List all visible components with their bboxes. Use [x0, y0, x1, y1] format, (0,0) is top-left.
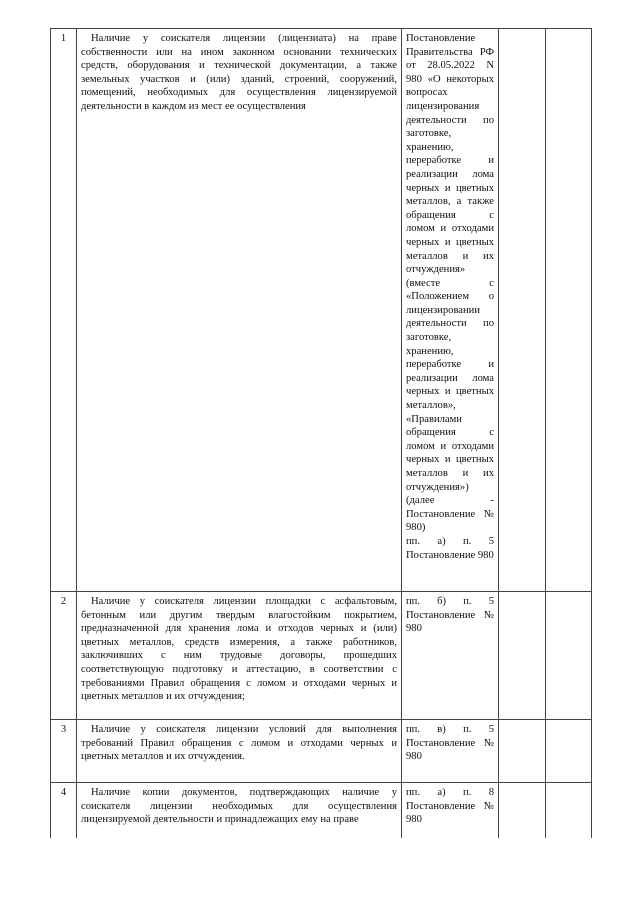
- note-cell: [546, 720, 592, 783]
- legal-reference: [402, 29, 499, 592]
- note-cell: [546, 29, 592, 592]
- reference-line: пп. а) п. 5 Постановление 980: [406, 535, 494, 561]
- checklist-table: [50, 28, 592, 838]
- row-number: 3: [51, 720, 77, 783]
- legal-reference: [402, 783, 499, 838]
- reference-line: Постановление Правительства РФ от 28.05.2022 N 980 «О некоторых вопросах лицензирования деятельности по заготовке, хранению, переработке и реализации лома черных и цветных металлов, а также обращения с ломом и отходами черных и цветных металлов и их отчуждения» (вместе с «Положением о лицензировании деятельности по заготовке, хранению, переработке и реализации лома черных и цветных металлов», «Правилами обращения с ломом и отходами черных и цветных металлов и их отчуждения») (далее - Постановление № 980): [406, 33, 494, 534]
- note-cell: [546, 592, 592, 720]
- reference-line: пп. в) п. 5 Постановление № 980: [406, 724, 494, 763]
- row-number: 4: [51, 783, 77, 838]
- row-number: 2: [51, 592, 77, 720]
- requirement-text: Наличие у соискателя лицензии площадки с асфальтовым, бетонным или другим твердым влагостойким покрытием, предназначенной для хранения лома и отходов черных и (или) цветных металлов, средств измерения, а также работников, заключивших с ним трудовые договоры, прошедших соответствующую подготовку и аттестацию, в соответствии с требованиями Правил обращения с ломом и отходами черных и цветных металлов и их отчуждения;: [77, 592, 402, 720]
- reference-line: пп. б) п. 5 Постановление № 980: [406, 596, 494, 635]
- legal-reference: [402, 592, 499, 720]
- legal-reference: [402, 720, 499, 783]
- reference-line: пп. а) п. 8 Постановление № 980: [406, 787, 494, 826]
- requirement-text: Наличие у соискателя лицензии (лицензиата) на праве собственности или на ином законном основании технических средств, оборудования и технической документации, а также земельных участков и (или) зданий, строений, сооружений, помещений, необходимых для осуществления лицензируемой деятельности в каждом из мест ее осуществления: [77, 29, 402, 592]
- note-cell: [546, 783, 592, 838]
- requirement-text: Наличие у соискателя лицензии условий для выполнения требований Правил обращения с ломом и отходами черных и цветных металлов и их отчуждения.: [77, 720, 402, 783]
- requirement-text: Наличие копии документов, подтверждающих наличие у соискателя лицензии необходимых для осуществления лицензируемой деятельности и принадлежащих ему на праве: [77, 783, 402, 838]
- answer-cell: [499, 592, 546, 720]
- table-row: [51, 720, 592, 783]
- table-row: [51, 592, 592, 720]
- row-number: 1: [51, 29, 77, 592]
- table-row: [51, 29, 592, 592]
- answer-cell: [499, 720, 546, 783]
- answer-cell: [499, 783, 546, 838]
- answer-cell: [499, 29, 546, 592]
- table-row: [51, 783, 592, 838]
